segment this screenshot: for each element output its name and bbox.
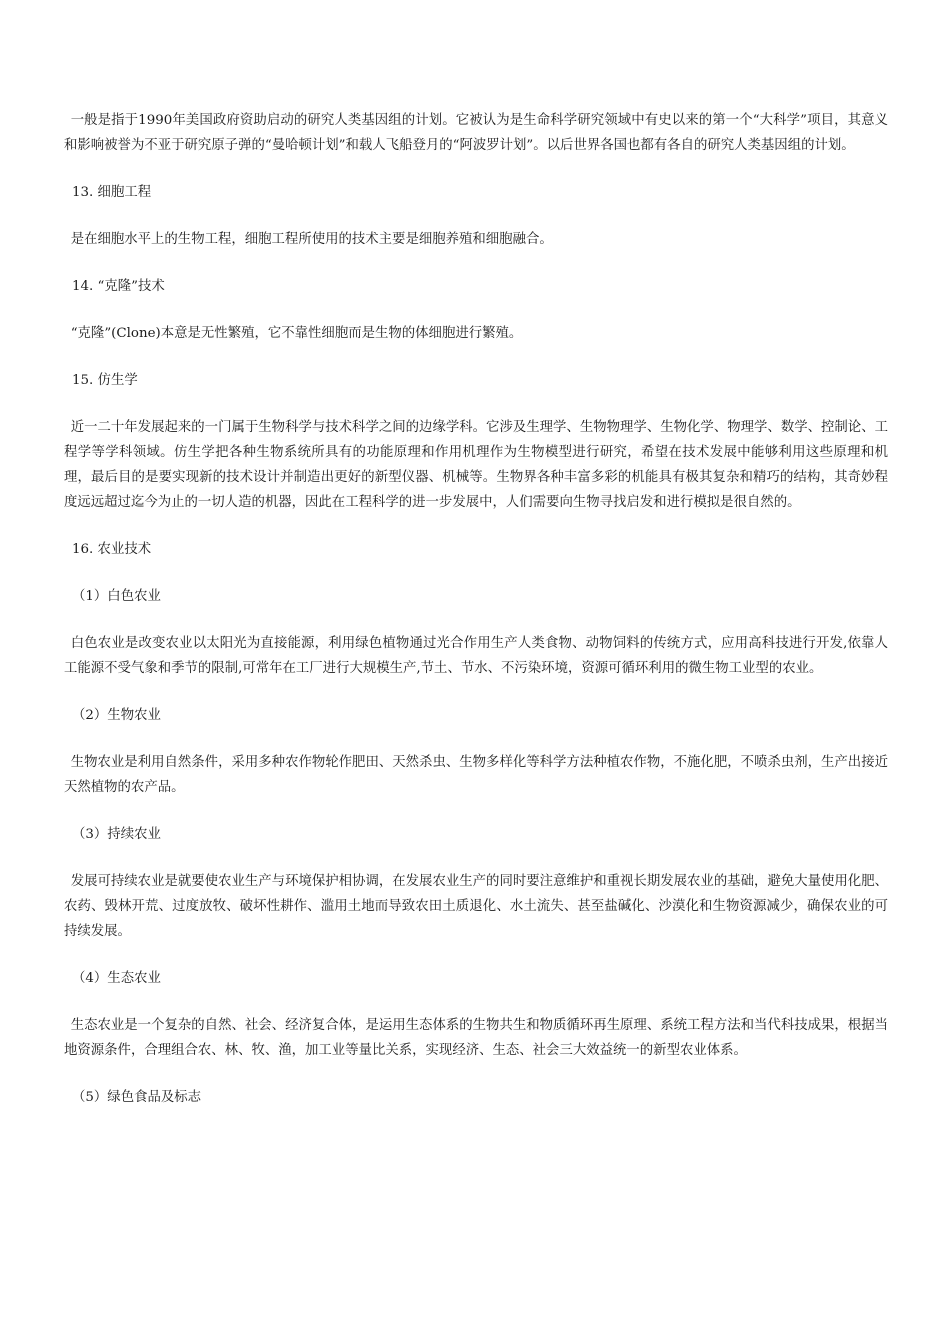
section-14-paragraph: “克隆”(Clone)本意是无性繁殖，它不靠性细胞而是生物的体细胞进行繁殖。 — [70, 326, 523, 341]
section-15-paragraph: 近一二十年发展起来的一门属于生物科学与技术科学之间的边缘学科。它涉及生理学、生物物理学、生物化学、物理学、数学、控制论、工程学等学科领域。仿生学把各种生物系统所具有的功能原理和作用机理作为生物模型进行研究，希望在技术发展中能够利用这些原理和机理，最后目的是要实现新的技术设计并制造出更好的新型仪器、机械等。生物界各种丰富多彩的机能具有极其复杂和精巧的结构，其奇妙程度远远超过迄今为止的一切人造的机器，因此在工程科学的进一步发展中，人们需要向生物寻找启发和进行模拟是很自然的。 — [64, 420, 888, 510]
subsection-eco-agriculture-paragraph: 生态农业是一个复杂的自然、社会、经济复合体，是运用生态体系的生物共生和物质循环再生原理、系统工程方法和当代科技成果，根据当地资源条件，合理组合农、林、牧、渔，加工业等量比关系，实现经济、生态、社会三大效益统一的新型农业体系。 — [64, 1018, 888, 1058]
document-page — [64, 108, 888, 1110]
subsection-eco-agriculture-title: （4）生态农业 — [72, 971, 161, 986]
subsection-white-agriculture-paragraph: 白色农业是改变农业以太阳光为直接能源，利用绿色植物通过光合作用生产人类食物、动物饲料的传统方式，应用高科技进行开发,依靠人工能源不受气象和季节的限制,可常年在工厂进行大规模生产,节土、节水、不污染环境，资源可循环利用的微生物工业型的农业。 — [64, 636, 888, 676]
subsection-bio-agriculture-paragraph: 生物农业是利用自然条件，采用多种农作物轮作肥田、天然杀虫、生物多样化等科学方法种植农作物，不施化肥，不喷杀虫剂，生产出接近天然植物的农产品。 — [64, 755, 888, 795]
subsection-sustainable-agriculture-paragraph: 发展可持续农业是就要使农业生产与环境保护相协调，在发展农业生产的同时要注意维护和重视长期发展农业的基础，避免大量使用化肥、农药、毁林开荒、过度放牧、破坏性耕作、滥用土地而导致农田土质退化、水土流失、甚至盐碱化、沙漠化和生物资源减少，确保农业的可持续发展。 — [64, 874, 888, 939]
subsection-bio-agriculture-title: （2）生物农业 — [72, 708, 161, 723]
section-14-title: 14. “克隆”技术 — [72, 279, 165, 294]
subsection-white-agriculture-title: （1）白色农业 — [72, 589, 161, 604]
section-15-title: 15. 仿生学 — [72, 373, 138, 388]
subsection-sustainable-agriculture-title: （3）持续农业 — [72, 827, 161, 842]
section-13-title: 13. 细胞工程 — [72, 185, 152, 200]
section-13-paragraph: 是在细胞水平上的生物工程，细胞工程所使用的技术主要是细胞养殖和细胞融合。 — [70, 232, 553, 247]
intro-paragraph: 一般是指于1990年美国政府资助启动的研究人类基因组的计划。它被认为是生命科学研究领域中有史以来的第一个“大科学”项目，其意义和影响被誉为不亚于研究原子弹的“曼哈顿计划”和载人飞船登月的“阿波罗计划”。以后世界各国也都有各自的研究人类基因组的计划。 — [64, 113, 888, 153]
section-16-title: 16. 农业技术 — [72, 542, 152, 557]
subsection-green-food-title: （5）绿色食品及标志 — [72, 1090, 202, 1105]
